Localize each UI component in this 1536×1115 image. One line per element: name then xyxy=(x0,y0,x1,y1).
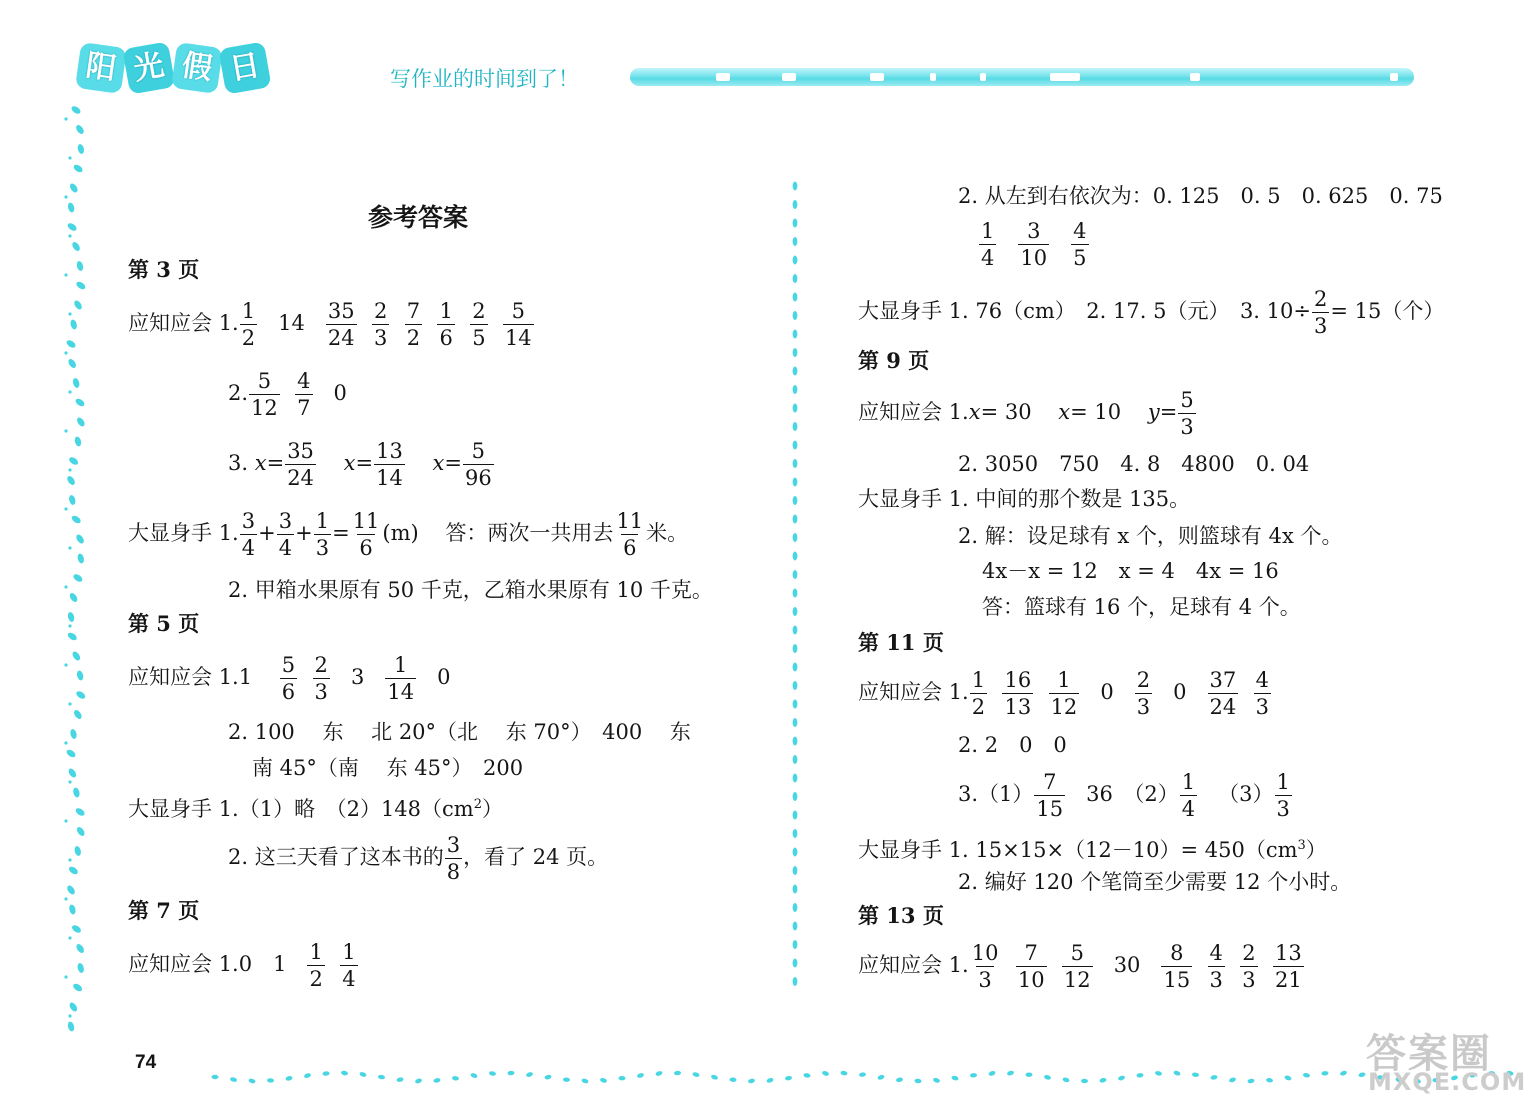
section-heading: 第 7 页 xyxy=(128,898,200,923)
fraction: $\frac{13}{21}$ xyxy=(1275,941,1302,992)
fraction: $\frac{1}{2}$ xyxy=(309,940,323,991)
answer-label: 大显身手 xyxy=(858,487,942,511)
answer-label: 大显身手 xyxy=(128,521,212,545)
answer-line: 应知应会 1. $\frac{10}{3}$ $\frac{7}{10}$ $\frac{5}{12}$ 30 $\frac{8}{15}$ $\frac{4}{3}$ $\frac{2}{3}$ $\frac{13}{21}$ xyxy=(858,941,1302,992)
fraction: $\frac{2}{3}$ xyxy=(1136,668,1151,719)
answer-line: 2. 从左到右依次为：0. 125 0. 5 0. 625 0. 75 xyxy=(958,184,1443,208)
answer-label: 应知应会 xyxy=(858,953,942,977)
fraction: $\frac{1}{3}$ xyxy=(315,509,330,560)
answer-line: 3. x= $\frac{35}{24}$ x= $\frac{13}{14}$ x= $\frac{5}{96}$ xyxy=(228,439,492,490)
answer-line: 大显身手 1. 76（cm） 2. 17. 5（元） 3. 10÷ $\frac{2}{3}$ = 15（个） xyxy=(858,287,1445,338)
logo-char: 日 xyxy=(218,41,271,94)
fraction: $\frac{35}{24}$ xyxy=(327,299,355,350)
answer-line xyxy=(978,218,1090,271)
fraction: $\frac{1}{4}$ xyxy=(1181,770,1196,821)
fraction: $\frac{11}{6}$ xyxy=(352,509,380,560)
answer-line: 应知应会 1.1 $\frac{5}{6}$ $\frac{2}{3}$ 3 $\frac{1}{14}$ 0 xyxy=(128,653,451,704)
fraction: $\frac{7}{2}$ xyxy=(406,299,421,350)
fraction: $\frac{3}{4}$ xyxy=(241,509,256,560)
fraction: $\frac{2}{5}$ xyxy=(472,299,486,350)
fraction: $\frac{7}{15}$ xyxy=(1036,770,1064,821)
answer-line: 大显身手 1. 中间的那个数是 135。 xyxy=(858,487,1191,511)
answer-line: 答：篮球有 16 个，足球有 4 个。 xyxy=(982,595,1301,619)
fraction: $\frac{2}{3}$ xyxy=(374,299,388,350)
logo-char: 假 xyxy=(171,42,223,94)
fraction: $\frac{2}{3}$ xyxy=(1313,287,1328,338)
answer-line: 2. 编好 120 个笔筒至少需要 12 个小时。 xyxy=(958,870,1352,894)
answer-line: 2. 这三天看了这本书的 $\frac{3}{8}$ ，看了 24 页。 xyxy=(228,833,609,884)
answer-label: 应知应会 xyxy=(128,311,212,335)
fraction: $\frac{5}{12}$ xyxy=(251,369,278,420)
fraction: $\frac{4}{3}$ xyxy=(1255,668,1270,719)
fraction: $\frac{1}{4}$ xyxy=(342,940,356,991)
answer-line: 应知应会 1.x= 30 x= 10 y= $\frac{5}{3}$ xyxy=(858,388,1194,439)
answer-label: 大显身手 xyxy=(128,797,212,821)
section-heading: 第 9 页 xyxy=(858,348,930,373)
fraction: $\frac{1}{2}$ xyxy=(971,668,986,719)
answer-line: 3.（1） $\frac{7}{15}$ 36 （2） $\frac{1}{4}$ （3） $\frac{1}{3}$ xyxy=(958,770,1290,821)
watermark-url: MXQE.COM xyxy=(1368,1068,1527,1096)
answer-line: 2. 解：设足球有 x 个，则篮球有 4x 个。 xyxy=(958,524,1343,548)
fraction: $\frac{5}{6}$ xyxy=(281,653,296,704)
fraction: $\frac{3}{10}$ xyxy=(1020,219,1048,270)
section-heading: 第 13 页 xyxy=(858,903,944,928)
answer-line: 应知应会 1. $\frac{1}{2}$ 14 $\frac{35}{24}$ $\frac{2}{3}$ $\frac{7}{2}$ $\frac{1}{6}$ $\frac{2}{5}$ $\frac{5}{14}$ xyxy=(128,299,532,350)
header-slogan: 写作业的时间到了！ xyxy=(390,67,579,91)
fraction: $\frac{5}{3}$ xyxy=(1180,388,1194,439)
fraction: $\frac{16}{13}$ xyxy=(1004,668,1032,719)
header-decor-bar xyxy=(630,68,1414,86)
fraction: $\frac{5}{96}$ xyxy=(464,439,492,490)
fraction: $\frac{1}{6}$ xyxy=(439,299,453,350)
logo-char: 阳 xyxy=(75,42,127,94)
fraction: $\frac{2}{3}$ xyxy=(314,653,328,704)
answer-label: 应知应会 xyxy=(858,400,942,424)
fraction: $\frac{1}{12}$ xyxy=(1050,668,1078,719)
fraction: $\frac{5}{14}$ xyxy=(504,299,532,350)
answer-line: 2. 甲箱水果原有 50 千克，乙箱水果原有 10 千克。 xyxy=(228,578,713,602)
answer-line: 大显身手 1. $\frac{3}{4}$ + $\frac{3}{4}$ + $\frac{1}{3}$ = $\frac{11}{6}$ (m) 答：两次一共用去 $\frac{11}{6}$ 米。 xyxy=(128,509,689,560)
brand-logo xyxy=(78,45,270,91)
bottom-border-decoration xyxy=(105,1063,1515,1093)
answer-line: 2. $\frac{5}{12}$ $\frac{4}{7}$ 0 xyxy=(228,369,347,420)
answer-line: 2. 100 东 北 20°（北 东 70°） 400 东 xyxy=(228,720,691,744)
answer-line: 2. 2 0 0 xyxy=(958,733,1067,757)
fraction: $\frac{5}{12}$ xyxy=(1063,941,1091,992)
logo-char: 光 xyxy=(122,41,175,94)
fraction: $\frac{1}{4}$ xyxy=(981,219,995,270)
fraction: $\frac{35}{24}$ xyxy=(287,439,314,490)
fraction: $\frac{13}{14}$ xyxy=(376,439,403,490)
fraction: $\frac{1}{2}$ xyxy=(241,299,256,350)
answer-label: 应知应会 xyxy=(128,952,212,976)
answer-line: 南 45°（南 东 45°） 200 xyxy=(252,756,524,780)
section-heading: 第 11 页 xyxy=(858,630,944,655)
fraction: $\frac{1}{3}$ xyxy=(1276,770,1290,821)
fraction: $\frac{1}{14}$ xyxy=(387,653,415,704)
answer-line: 2. 3050 750 4. 8 4800 0. 04 xyxy=(958,452,1310,476)
fraction: $\frac{8}{15}$ xyxy=(1163,941,1191,992)
fraction: $\frac{37}{24}$ xyxy=(1209,668,1237,719)
section-heading: 第 5 页 xyxy=(128,611,200,636)
fraction: $\frac{4}{5}$ xyxy=(1073,219,1087,270)
fraction: $\frac{11}{6}$ xyxy=(616,509,644,560)
fraction: $\frac{10}{3}$ xyxy=(971,941,999,992)
answer-label: 大显身手 xyxy=(858,299,942,323)
answer-line: 应知应会 1.0 1 $\frac{1}{2}$ $\frac{1}{4}$ xyxy=(128,940,356,991)
left-border-decoration xyxy=(60,100,100,1060)
fraction: $\frac{7}{10}$ xyxy=(1017,941,1045,992)
fraction: $\frac{3}{4}$ xyxy=(278,509,293,560)
answer-label: 应知应会 xyxy=(858,680,942,704)
section-heading: 第 3 页 xyxy=(128,257,200,282)
answer-label: 大显身手 xyxy=(858,838,942,862)
column-divider xyxy=(788,180,802,1000)
answer-line: 大显身手 1.（1）略 $(2)148(cm^2)$ xyxy=(128,797,503,821)
fraction: $\frac{4}{3}$ xyxy=(1209,941,1223,992)
answer-line: 应知应会 1. $\frac{1}{2}$ $\frac{16}{13}$ $\frac{1}{12}$ 0 $\frac{2}{3}$ 0 $\frac{37}{24}$ $\frac{4}{3}$ xyxy=(858,668,1270,719)
page-number: 74 xyxy=(135,1052,157,1073)
page-title: 参考答案 xyxy=(368,203,469,232)
fraction: $\frac{3}{8}$ xyxy=(446,833,461,884)
fraction: $\frac{2}{3}$ xyxy=(1242,941,1256,992)
answer-label: 应知应会 xyxy=(128,665,212,689)
fraction: $\frac{4}{7}$ xyxy=(297,369,311,420)
watermark-logo: 答案圈 xyxy=(1366,1031,1492,1077)
answer-line: 4x－x = 12 x = 4 4x = 16 xyxy=(982,559,1279,583)
answer-line: 大显身手 1. $15\times 15\times(12-10)= 450(cm^3)$ xyxy=(858,838,1327,862)
